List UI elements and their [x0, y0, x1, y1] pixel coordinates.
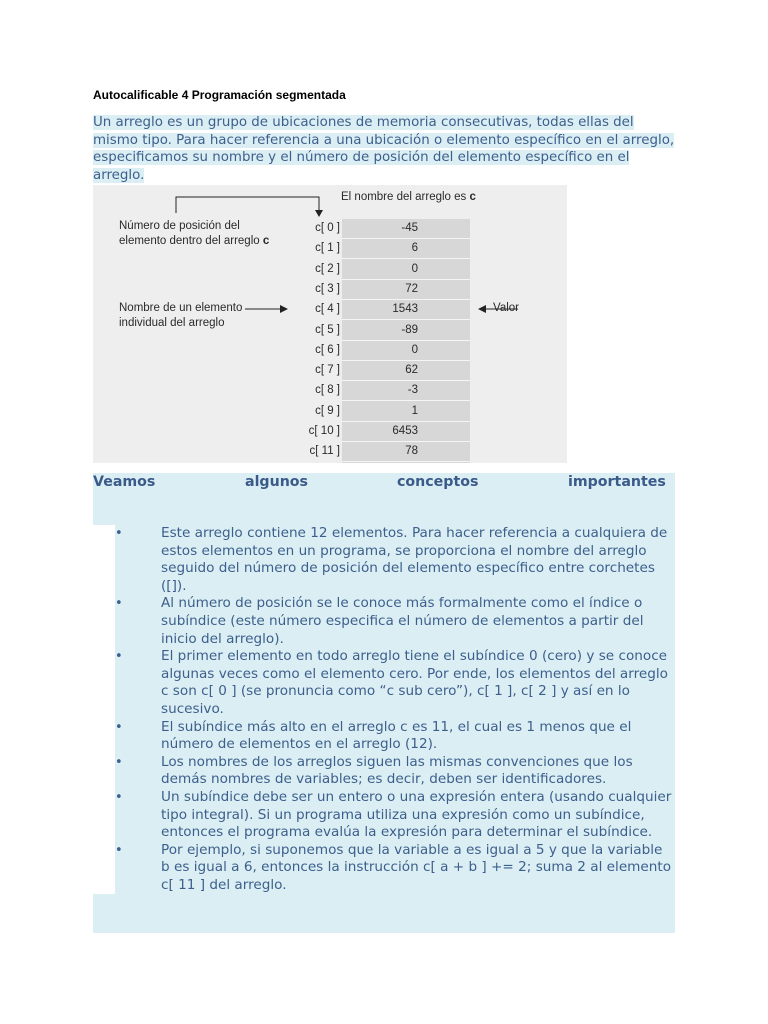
- array-cell: [342, 381, 470, 401]
- position-label: [119, 219, 269, 249]
- array-index-label: c[ 3 ]: [315, 282, 340, 295]
- array-cell: [342, 280, 470, 300]
- array-figure: [93, 185, 567, 463]
- array-index-label: c[ 5 ]: [315, 323, 340, 336]
- array-cell-value: 78: [405, 445, 418, 458]
- array-cell-value: 0: [411, 343, 418, 356]
- array-index-label: c[ 10 ]: [308, 425, 340, 437]
- array-cell-value: 72: [405, 282, 418, 295]
- intro-paragraph: [93, 114, 677, 184]
- element-label-line2: individual del arreglo: [119, 317, 225, 329]
- list-item: • Por ejemplo, si suponemos que la variable a es igual a 5 y que la variable b es igual a 6, entonces la instrucción c[ a + b ] += 2; suma 2 al elemento c[ 11 ] del arreglo.: [115, 842, 675, 895]
- array-index-label: c[ 6 ]: [315, 343, 340, 356]
- heading-word-4: importantes: [568, 474, 666, 490]
- list-item: • Este arreglo contiene 12 elementos. Para hacer referencia a cualquiera de estos elementos en un programa, se proporciona el nombre del arreglo seguido del número de posición del elemento específico entre corchetes ([]).: [115, 525, 675, 595]
- list-item: • El primer elemento en todo arreglo tiene el subíndice 0 (cero) y se conoce algunas veces como el elemento cero. Por ende, los elementos del arreglo c son c[ 0 ] (se pronuncia como “c sub cero”), c[ 1 ], c[ 2 ] y así en lo sucesivo.: [115, 648, 675, 718]
- position-arrowhead: [315, 210, 323, 217]
- array-cell: [342, 300, 470, 320]
- array-index-label: c[ 1 ]: [315, 242, 340, 255]
- element-label: [119, 301, 242, 331]
- array-index-label: c[ 2 ]: [315, 262, 340, 275]
- list-item: • Al número de posición se le conoce más formalmente como el índice o subíndice (este número especifica el número de elementos a partir del inicio del arreglo).: [115, 595, 675, 648]
- position-label-line1: Número de posición del: [119, 220, 240, 232]
- list-item: • El subíndice más alto en el arreglo c es 11, el cual es 1 menos que el número de elementos en el arreglo (12).: [115, 719, 675, 754]
- heading-word-1: Veamos: [93, 474, 156, 490]
- position-label-line2: [119, 234, 269, 249]
- array-column: [342, 219, 470, 463]
- array-cell: [342, 260, 470, 280]
- array-cell-value: 1543: [392, 303, 418, 316]
- array-cell-value: -45: [401, 222, 418, 234]
- position-label-line2-text: elemento dentro del arreglo: [119, 235, 260, 247]
- array-index-label: c[ 7 ]: [315, 364, 340, 377]
- array-cell-value: -3: [407, 384, 418, 397]
- heading-word-2: algunos: [245, 474, 308, 490]
- value-arrowhead: [478, 305, 486, 313]
- intro-text: Un arreglo es un grupo de ubicaciones de memoria consecutivas, todas ellas del mismo tipo. Para hacer referencia a una ubicación o elemento específico en el arreglo, especificamos su nombre y el número de posición del elemento específico en el arreglo.: [93, 115, 675, 183]
- list-item: • Los nombres de los arreglos siguen las mismas convenciones que los demás nombres de variables; es decir, deben ser identificadores.: [115, 754, 675, 789]
- array-cell: [342, 341, 470, 361]
- figure-caption-array-name: c: [469, 191, 476, 203]
- array-cell-value: 1: [411, 404, 418, 417]
- array-cell-value: -89: [401, 323, 418, 336]
- array-cell: [342, 219, 470, 239]
- array-cell: [342, 442, 470, 462]
- position-label-array-name: c: [262, 235, 270, 247]
- array-index-label: c[ 9 ]: [315, 404, 340, 417]
- array-index-label: c[ 0 ]: [315, 222, 340, 234]
- heading-word-3: conceptos: [397, 474, 479, 490]
- array-index-label: c[ 4 ]: [315, 303, 340, 316]
- array-cell-value: 0: [411, 262, 418, 275]
- element-label-line1: Nombre de un elemento: [119, 302, 243, 314]
- array-cell-value: 6453: [392, 425, 418, 437]
- document-title: Autocalificable 4 Programación segmentada: [93, 88, 346, 102]
- position-arrow: [176, 197, 319, 213]
- concepts-section: [93, 473, 675, 933]
- value-label: Valor: [493, 302, 519, 314]
- array-cell: [342, 402, 470, 422]
- concepts-heading: [93, 473, 675, 507]
- array-cell: [342, 239, 470, 259]
- figure-caption-text: El nombre del arreglo es: [341, 191, 467, 203]
- array-cell-value: 6: [411, 242, 418, 255]
- concepts-list: [93, 525, 675, 894]
- array-index-label: c[ 8 ]: [315, 384, 340, 397]
- array-cell-value: 62: [405, 364, 418, 377]
- array-cell: [342, 422, 470, 442]
- array-cell: [342, 361, 470, 381]
- array-cell: [342, 321, 470, 341]
- array-index-label: c[ 11 ]: [309, 445, 340, 458]
- list-item: • Un subíndice debe ser un entero o una expresión entera (usando cualquier tipo integral). Si un programa utiliza una expresión como un subíndice, entonces el programa evalúa la expresión para determinar el subíndice.: [115, 789, 675, 842]
